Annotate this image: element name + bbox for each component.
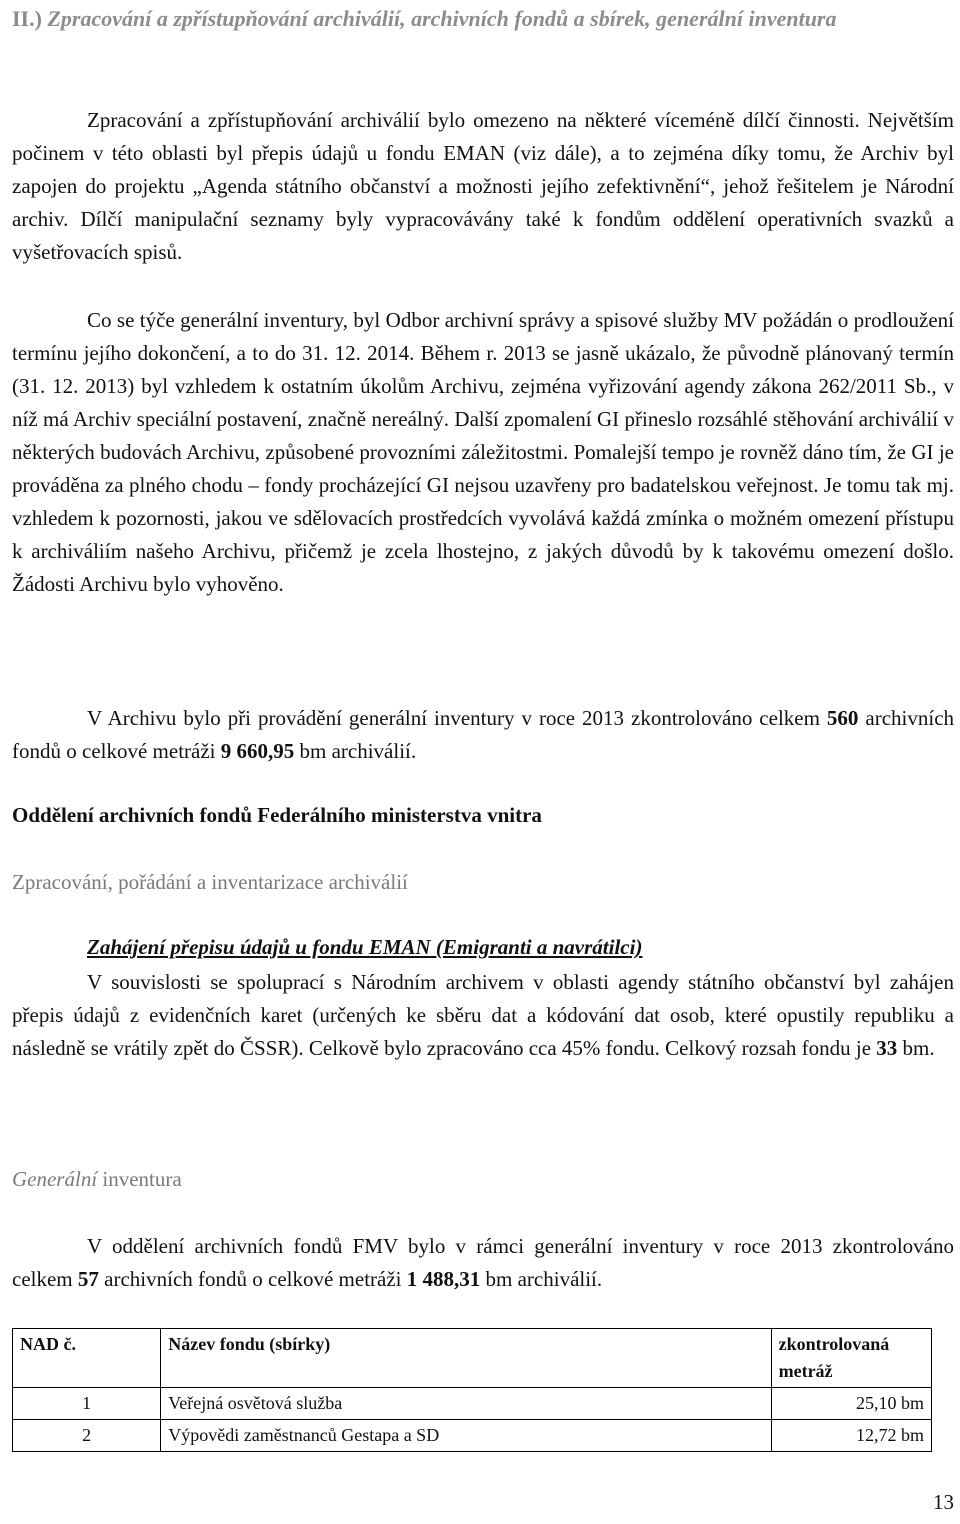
total-meters: 9 660,95 [220,739,295,763]
fmv-total-meters: 1 488,31 [406,1267,481,1291]
cell-name: Výpovědi zaměstnanců Gestapa a SD [161,1420,771,1452]
subsection-inventory-heading: Generální inventura [12,1167,182,1191]
cell-nad: 2 [13,1420,161,1452]
chapter-number: II.) [12,6,42,31]
inventory-2013-paragraph: V Archivu bylo při provádění generální inventury v roce 2013 zkontrolováno celkem 560 archivních fondů o celkové metráži 9 660,95 bm archiválií. [12,706,955,763]
cell-meters: 12,72 bm [771,1420,931,1452]
intro-paragraph-1: Zpracování a zpřístupňování archiválií bylo omezeno na některé víceméně dílčí činnosti. Největším počinem v této oblasti byl přepis údajů u fondu EMAN (viz dále), a to zejména díky tomu, že Archiv byl zapojen do projektu „Agenda státního občanství a možnosti jejího zefektivnění“, jehož řešitelem je Národní archiv. Dílčí manipulační seznamy byly vypracovávány také k fondům oddělení operativních svazků a vyšetřovacích spisů. [12,108,954,264]
table-header-row [13,1329,932,1388]
table-row [13,1388,932,1420]
eman-paragraph: V souvislosti se spoluprací s Národním archivem v oblasti agendy státního občanství byl zahájen přepis údajů z evidenčních karet (určených ke sběru dat a kódování dat osob, které opustily republiku a následně se vrátily zpět do ČSSR). Celkově bylo zpracováno cca 45% fondu. Celkový rozsah fondu je 33 bm. [12,970,954,1060]
col-header-meters: zkontrolovaná metráž [771,1329,931,1388]
col-header-name: Název fondu (sbírky) [161,1329,771,1388]
eman-size: 33 [876,1036,898,1060]
cell-meters: 25,10 bm [771,1388,931,1420]
page-number: 13 [933,1490,954,1514]
fonds-count: 560 [826,706,859,730]
chapter-title-text: Zpracování a zpřístupňování archiválií, archivních fondů a sbírek, generální inventura [47,6,837,31]
fonds-table [12,1328,932,1452]
fmv-fonds-count: 57 [77,1267,99,1291]
cell-nad: 1 [13,1388,161,1420]
intro-paragraph-2: Co se týče generální inventury, byl Odbor archivní správy a spisové služby MV požádán o prodloužení termínu jejího dokončení, a to do 31. 12. 2014. Během r. 2013 se jasně ukázalo, že původně plánovaný termín (31. 12. 2013) byl vzhledem k ostatním úkolům Archivu, zejména vyřizování agendy zákona 262/2011 Sb., v níž má Archiv speciální postavení, značně nereálný. Další zpomalení GI přineslo rozsáhlé stěhování archiválií v některých budovách Archivu, způsobené provozními záležitostmi. Pomalejší tempo je rovněž dáno tím, že GI je prováděna za plného chodu – fondy procházející GI nejsou uzavřeny pro badatelskou veřejnost. Je tomu tak mj. vzhledem k pozornosti, jakou ve sdělovacích prostředcích vyvolává každá zmínka o možném omezení přístupu k archiváliím našeho Archivu, přičemž je zcela lhostejno, z jakých důvodů by k takovému omezení došlo. Žádosti Archivu bylo vyhověno. [12,308,954,596]
table-row [13,1420,932,1452]
eman-heading: Zahájení přepisu údajů u fondu EMAN (Emigranti a navrátilci) [87,935,643,959]
section-heading: Oddělení archivních fondů Federálního ministerstva vnitra [12,803,542,827]
cell-name: Veřejná osvětová služba [161,1388,771,1420]
fmv-inventory-paragraph: V oddělení archivních fondů FMV bylo v rámci generální inventury v roce 2013 zkontrolováno celkem 57 archivních fondů o celkové metráži 1 488,31 bm archiválií. [12,1234,954,1291]
subsection-processing-heading: Zpracování, pořádání a inventarizace archiválií [12,870,408,894]
col-header-nad: NAD č. [13,1329,161,1388]
chapter-title [12,2,954,36]
